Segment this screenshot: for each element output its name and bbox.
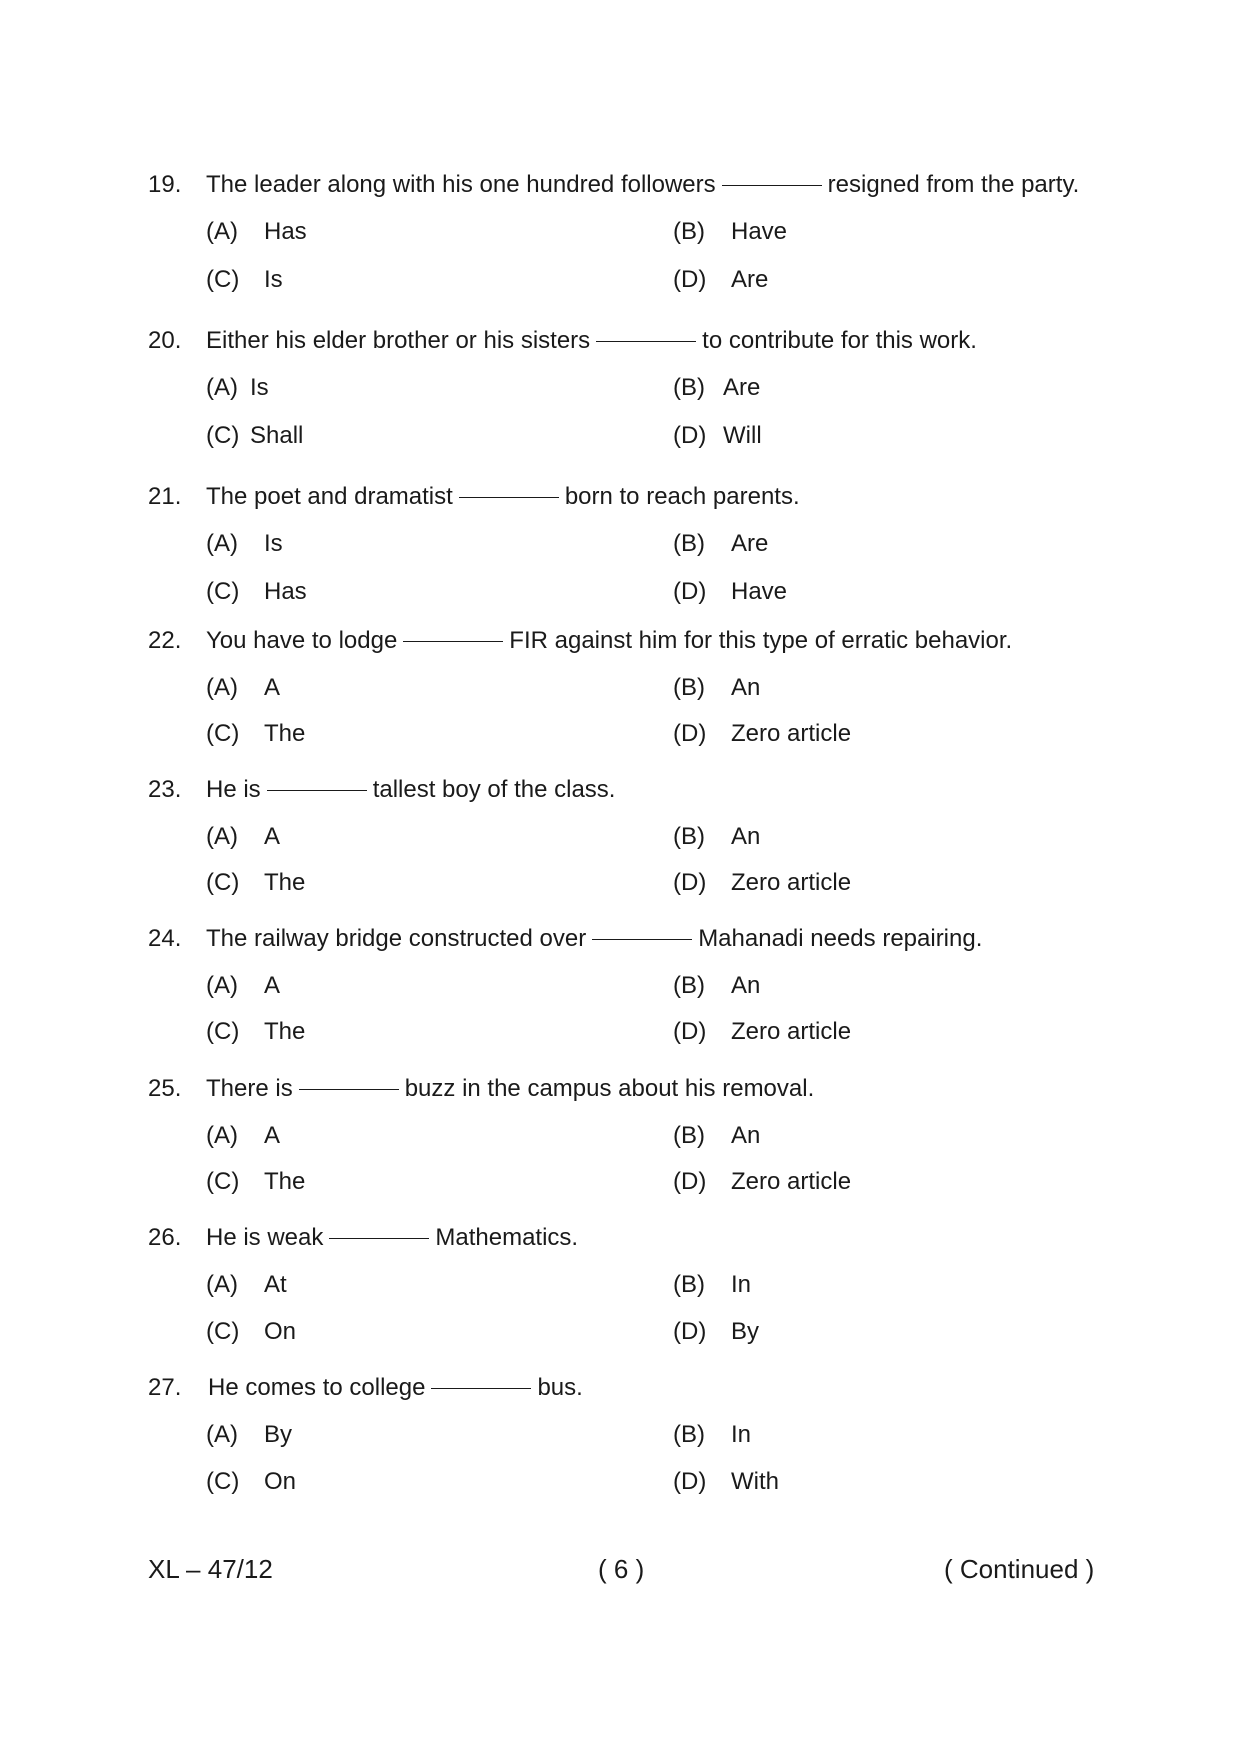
option-label: (A) — [206, 972, 238, 999]
option-text: In — [731, 1421, 752, 1448]
option-label: (B) — [673, 1271, 705, 1298]
option-label: (C) — [206, 1018, 240, 1045]
question-27 — [148, 1371, 1098, 1512]
question-text — [206, 1221, 578, 1255]
answer-blank — [722, 184, 822, 186]
question-25 — [148, 1072, 1098, 1213]
question-number: 24. — [148, 925, 182, 952]
option-list — [148, 527, 1098, 621]
option-label: (B) — [673, 972, 705, 999]
option-label: (A) — [206, 530, 238, 557]
question-text-after: Mahanadi needs repairing. — [698, 925, 983, 952]
option-text: Is — [250, 374, 269, 401]
page-number: ( 6 ) — [598, 1554, 645, 1584]
option-text: Zero article — [731, 1168, 852, 1195]
question-text — [206, 1072, 814, 1106]
option-text: A — [264, 823, 281, 850]
option-text: On — [264, 1468, 297, 1495]
question-text-before: Either his elder brother or his sisters — [206, 327, 591, 354]
option-label: (D) — [673, 578, 707, 605]
question-text-before: The railway bridge constructed over — [206, 925, 587, 952]
question-20 — [148, 324, 1098, 465]
option-label: (B) — [673, 374, 705, 401]
option-label: (A) — [206, 218, 238, 245]
option-label: (C) — [206, 869, 240, 896]
question-text-before: The leader along with his one hundred followers — [206, 171, 716, 198]
question-stem — [148, 1072, 1098, 1106]
question-number: 27. — [148, 1374, 182, 1401]
option-label: (C) — [206, 1468, 240, 1495]
option-list — [148, 371, 1098, 465]
question-number: 25. — [148, 1075, 182, 1102]
answer-blank — [592, 938, 692, 940]
option-label: (C) — [206, 720, 240, 747]
question-text-after: FIR against him for this type of erratic behavior. — [509, 627, 1013, 654]
option-label: (B) — [673, 530, 705, 557]
option-text: An — [731, 972, 761, 999]
continued-label: ( Continued ) — [944, 1554, 1095, 1584]
option-text: An — [731, 823, 761, 850]
question-23 — [148, 773, 1098, 914]
question-text — [206, 480, 800, 514]
option-text: Zero article — [731, 720, 852, 747]
option-label: (C) — [206, 266, 240, 293]
option-text: Are — [731, 530, 769, 557]
question-text — [206, 324, 977, 358]
question-text-before: The poet and dramatist — [206, 483, 453, 510]
question-stem — [148, 1221, 1098, 1255]
answer-blank — [267, 789, 367, 791]
option-text: Zero article — [731, 869, 852, 896]
option-label: (D) — [673, 266, 707, 293]
option-text: An — [731, 674, 761, 701]
option-text: Has — [264, 218, 307, 245]
question-number: 19. — [148, 171, 182, 198]
question-stem — [148, 773, 1098, 807]
option-label: (D) — [673, 1468, 707, 1495]
option-text: The — [264, 869, 306, 896]
option-label: (C) — [206, 1168, 240, 1195]
option-text: The — [264, 720, 306, 747]
question-text-after: tallest boy of the class. — [372, 776, 616, 803]
question-stem — [148, 168, 1098, 202]
option-text: A — [264, 972, 281, 999]
option-label: (A) — [206, 1122, 238, 1149]
question-text-before: He is weak — [206, 1224, 324, 1251]
question-text — [208, 1371, 583, 1405]
question-stem — [148, 624, 1098, 658]
option-text: An — [731, 1122, 761, 1149]
option-text: Is — [264, 530, 283, 557]
option-text: Have — [731, 218, 788, 245]
question-text-before: He is — [206, 776, 261, 803]
question-text — [206, 624, 1012, 658]
option-list — [148, 820, 1098, 914]
option-label: (D) — [673, 1018, 707, 1045]
option-list — [148, 215, 1098, 309]
question-number: 20. — [148, 327, 182, 354]
question-text-after: Mathematics. — [435, 1224, 579, 1251]
option-label: (D) — [673, 1318, 707, 1345]
question-text — [206, 922, 982, 956]
option-label: (D) — [673, 1168, 707, 1195]
option-text: By — [731, 1318, 760, 1345]
option-text: Is — [264, 266, 283, 293]
option-text: Have — [731, 578, 788, 605]
option-label: (B) — [673, 823, 705, 850]
option-label: (A) — [206, 1421, 238, 1448]
question-text — [206, 168, 1079, 202]
question-number: 26. — [148, 1224, 182, 1251]
question-19 — [148, 168, 1098, 309]
question-text-after: bus. — [537, 1374, 583, 1401]
option-text: With — [731, 1468, 779, 1495]
option-label: (D) — [673, 422, 707, 449]
option-list — [148, 1418, 1098, 1512]
question-22 — [148, 624, 1098, 765]
option-label: (C) — [206, 578, 240, 605]
question-24 — [148, 922, 1098, 1063]
question-text-after: resigned from the party. — [827, 171, 1080, 198]
option-text: Will — [723, 422, 762, 449]
option-list — [148, 1268, 1098, 1362]
option-label: (A) — [206, 823, 238, 850]
question-21 — [148, 480, 1098, 621]
question-text-before: You have to lodge — [206, 627, 398, 654]
option-label: (B) — [673, 1421, 705, 1448]
answer-blank — [459, 496, 559, 498]
answer-blank — [431, 1387, 531, 1389]
question-text-after: to contribute for this work. — [702, 327, 977, 354]
option-label: (A) — [206, 374, 238, 401]
question-text-before: There is — [206, 1075, 293, 1102]
option-list — [148, 671, 1098, 765]
option-text: A — [264, 674, 281, 701]
option-text: Has — [264, 578, 307, 605]
question-stem — [148, 480, 1098, 514]
question-stem — [148, 1371, 1098, 1405]
paper-code: XL – 47/12 — [148, 1554, 273, 1584]
option-text: Are — [723, 374, 761, 401]
option-text: At — [264, 1271, 287, 1298]
question-stem — [148, 324, 1098, 358]
option-text: The — [264, 1018, 306, 1045]
question-text — [206, 773, 615, 807]
option-text: A — [264, 1122, 281, 1149]
option-label: (A) — [206, 1271, 238, 1298]
answer-blank — [596, 340, 696, 342]
option-text: By — [264, 1421, 293, 1448]
question-text-before: He comes to college — [208, 1374, 426, 1401]
option-label: (D) — [673, 720, 707, 747]
option-label: (B) — [673, 1122, 705, 1149]
option-text: On — [264, 1318, 297, 1345]
option-text: The — [264, 1168, 306, 1195]
answer-blank — [299, 1088, 399, 1090]
option-text: Are — [731, 266, 769, 293]
option-label: (D) — [673, 869, 707, 896]
question-26 — [148, 1221, 1098, 1362]
answer-blank — [329, 1237, 429, 1239]
answer-blank — [403, 640, 503, 642]
question-text-after: buzz in the campus about his removal. — [404, 1075, 815, 1102]
question-stem — [148, 922, 1098, 956]
option-text: Zero article — [731, 1018, 852, 1045]
option-label: (C) — [206, 1318, 240, 1345]
option-list — [148, 969, 1098, 1063]
question-number: 21. — [148, 483, 182, 510]
question-text-after: born to reach parents. — [564, 483, 800, 510]
option-text: Shall — [250, 422, 304, 449]
option-list — [148, 1119, 1098, 1213]
option-label: (B) — [673, 674, 705, 701]
option-text: In — [731, 1271, 752, 1298]
option-label: (A) — [206, 674, 238, 701]
option-label: (C) — [206, 422, 240, 449]
option-label: (B) — [673, 218, 705, 245]
question-number: 22. — [148, 627, 182, 654]
question-number: 23. — [148, 776, 182, 803]
